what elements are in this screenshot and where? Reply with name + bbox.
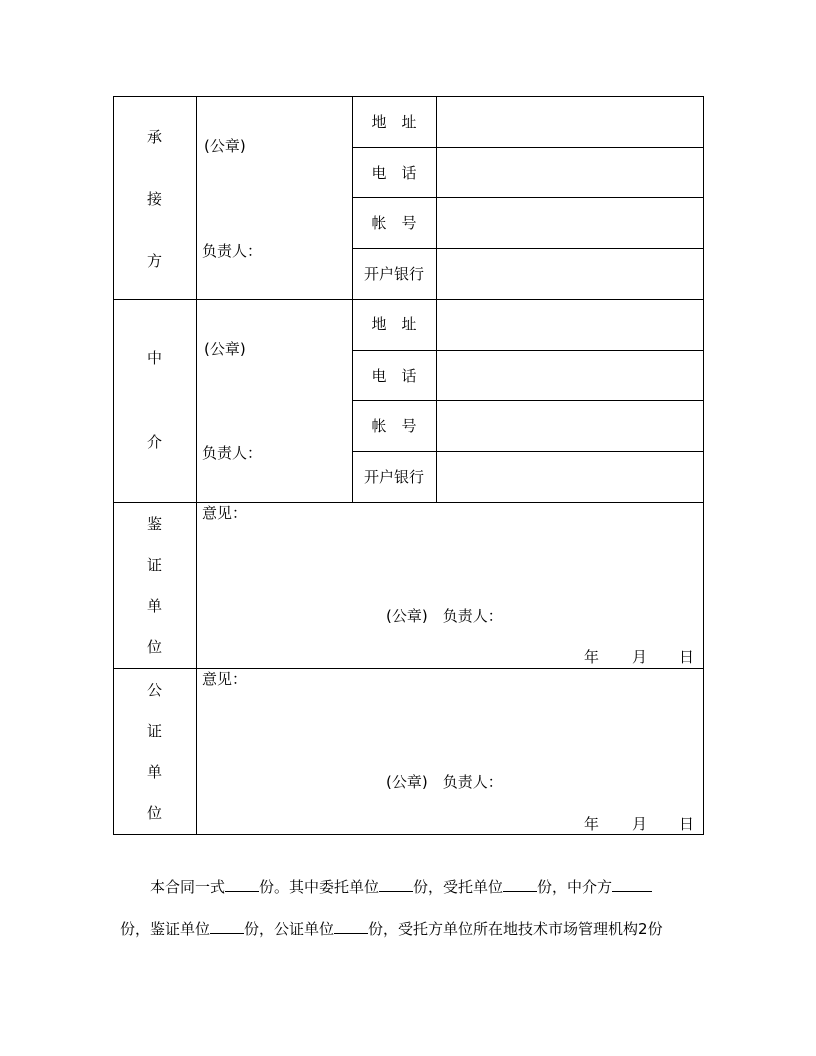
intermediary-responsible: 负责人： (202, 444, 263, 462)
intermediary-side-char: 介 (146, 433, 162, 451)
intermediary-phone-label: 电 话 (371, 367, 417, 385)
copies-blank[interactable] (210, 919, 244, 934)
contractor-account-field[interactable] (437, 198, 703, 248)
contractor-address-field[interactable] (437, 97, 703, 147)
intermediary-phone-field[interactable] (437, 351, 703, 400)
contractor-side-char: 方 (146, 252, 162, 270)
intermediary-account-field[interactable] (437, 401, 703, 451)
copies-blank[interactable] (612, 877, 652, 892)
copies-blank[interactable] (503, 877, 537, 892)
table-border-right (703, 96, 704, 835)
notary-side-char: 公 (146, 681, 162, 699)
appraisal-side-char: 位 (146, 638, 162, 656)
notary-date-day: 日 (679, 815, 695, 833)
notary-side-char: 证 (146, 722, 162, 740)
column-divider (196, 96, 197, 835)
copies-blank[interactable] (225, 877, 259, 892)
section-divider (113, 668, 704, 669)
section-divider (113, 502, 704, 503)
intermediary-side-char: 中 (146, 349, 162, 367)
appraisal-opinion-field[interactable] (199, 524, 699, 594)
intermediary-address-label: 地 址 (371, 315, 417, 333)
contractor-side-char: 承 (146, 128, 162, 146)
intermediary-bank-field[interactable] (437, 452, 703, 502)
notary-opinion-field[interactable] (199, 690, 699, 760)
footer-text: 份，鉴证单位 (120, 920, 211, 938)
appraisal-side-char: 单 (146, 597, 162, 615)
intermediary-address-field[interactable] (437, 300, 703, 350)
contractor-bank-label: 开户银行 (363, 265, 424, 283)
appraisal-date-month: 月 (632, 648, 648, 666)
footer-text: 本合同一式 (150, 878, 226, 896)
copies-paragraph-line-2 (120, 919, 663, 939)
appraisal-date-day: 日 (679, 648, 695, 666)
notary-side-char: 位 (146, 804, 162, 822)
copies-blank[interactable] (379, 877, 413, 892)
contractor-side-char: 接 (146, 190, 162, 208)
contractor-bank-field[interactable] (437, 249, 703, 299)
footer-text: 份，受托方单位所在地技术市场管理机构2份 (368, 920, 663, 938)
appraisal-side-char: 鉴 (146, 515, 162, 533)
notary-date-month: 月 (632, 815, 648, 833)
intermediary-seal: (公章) (204, 340, 246, 358)
notary-opinion-label: 意见： (202, 670, 248, 688)
contractor-phone-field[interactable] (437, 148, 703, 197)
notary-side-char: 单 (146, 763, 162, 781)
appraisal-date-year: 年 (584, 648, 600, 666)
footer-text: 份，公证单位 (244, 920, 335, 938)
footer-text: 份，中介方 (537, 878, 613, 896)
appraisal-opinion-label: 意见： (202, 504, 248, 522)
contract-signature-table (113, 96, 704, 835)
copies-blank[interactable] (334, 919, 368, 934)
intermediary-account-label: 帐 号 (371, 417, 417, 435)
appraisal-seal-line: (公章) 负责人： (386, 607, 503, 625)
table-border-bottom (113, 834, 704, 835)
footer-text: 份，受托单位 (413, 878, 504, 896)
contractor-responsible: 负责人： (202, 242, 263, 260)
contractor-seal: (公章) (204, 137, 246, 155)
notary-date-year: 年 (584, 815, 600, 833)
column-divider (352, 96, 353, 502)
contractor-account-label: 帐 号 (371, 214, 417, 232)
contractor-phone-label: 电 话 (371, 164, 417, 182)
notary-seal-line: (公章) 负责人： (386, 773, 503, 791)
contractor-address-label: 地 址 (371, 113, 417, 131)
intermediary-bank-label: 开户银行 (363, 468, 424, 486)
footer-text: 份。其中委托单位 (259, 878, 380, 896)
appraisal-side-char: 证 (146, 556, 162, 574)
copies-paragraph-line-1 (150, 877, 652, 897)
